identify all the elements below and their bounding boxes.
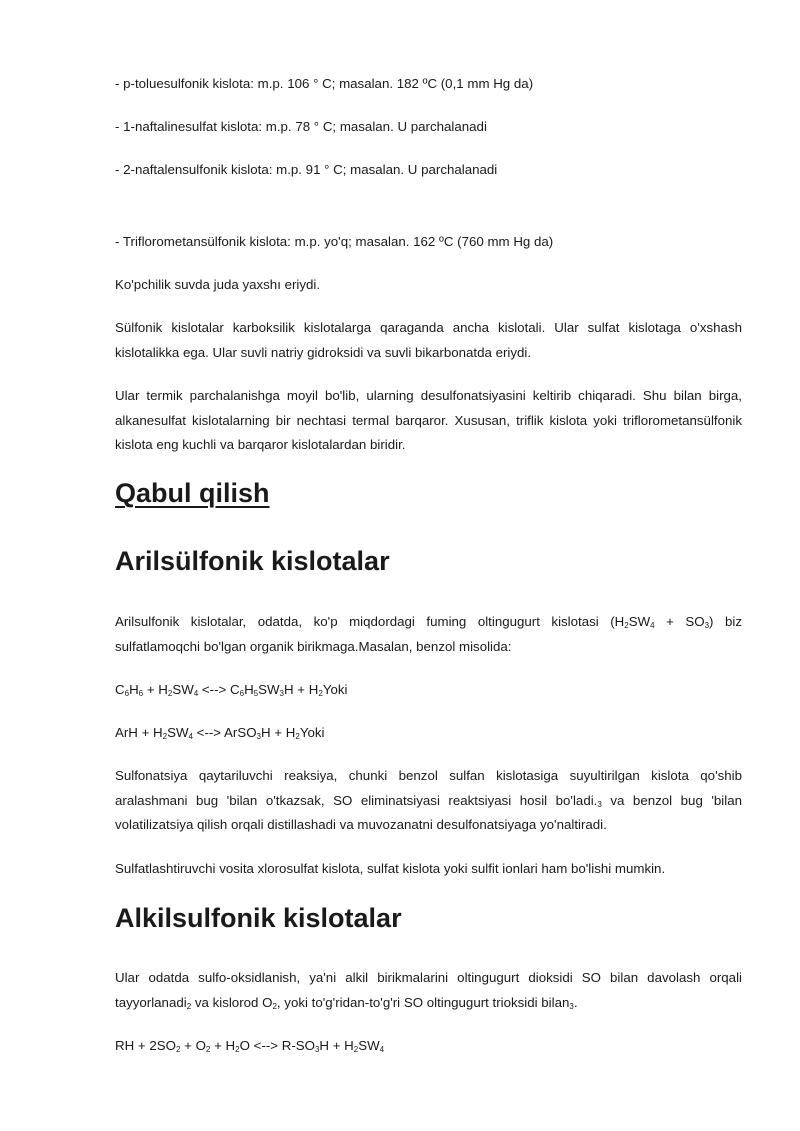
sulfonation-paragraph: Sulfonatsiya qaytariluvchi reaksiya, chunki benzol sulfan kislotasiga suyultirilgan kislota qo'shib aralashmani bug 'bilan o'tkazsak, SO eliminatsiyasi reaktsiyasi hosil $bo'ladi._3$ va benzol bug 'bilan volatilizatsiya qilish orqali distillashadi va muvozanatni desulfonatsiyaga yo'naltiradi.	[115, 768, 742, 832]
section-heading-alkyl: Alkilsulfonik kislotalar	[115, 903, 402, 933]
solubility-paragraph: Ko'pchilik suvda juda yaxshı eriydi.	[115, 277, 321, 292]
alkyl-intro-paragraph: Ular odatda sulfo-oksidlanish, ya'ni alkil birikmalarini oltingugurt dioksidi SO bilan davolash orqali tayyorlanadi$_2$ va kislorod $O_2$, yoki to'g'ridan-to'g'ri SO oltingugurt trioksidi bilan$_3$.	[115, 970, 742, 1011]
property-line: - Triflorometansülfonik kislota: m.p. yo'q; masalan. 162 ºC (760 mm Hg da)	[115, 234, 554, 249]
equation-benzene: $C_6H_6 + H_2SW_4$ <--> $C_6H_5SW_3H$ + $H_2Yoki$	[115, 682, 348, 698]
thermal-paragraph: Ular termik parchalanishga moyil bo'lib, ularning desulfonatsiyasini keltirib chiqaradi. Shu bilan birga, alkanesulfat kislotalarning bir nechtasi termal barqaror. Xususan, triflik kislota yoki triflorometansülfonik kislota eng kuchli va barqaror kislotalardan biridir.	[115, 388, 742, 452]
agents-paragraph: Sulfatlashtiruvchi vosita xlorosulfat kislota, sulfat kislota yoki sulfit ionlari ham bo'lishi mumkin.	[115, 861, 666, 876]
equation-alkane: RH + $2SO_2 + O_2 + H_2O$ <--> $R-SO_3H + H_2SW_4$	[115, 1038, 385, 1054]
property-line: - p-toluesulfonik kislota: m.p. 106 ° C; masalan. 182 ºC (0,1 mm Hg da)	[115, 76, 534, 91]
property-line: - 2-naftalensulfonik kislota: m.p. 91 ° C; masalan. U parchalanadi	[115, 162, 498, 177]
section-heading-aryl: Arilsülfonik kislotalar	[115, 546, 390, 576]
equation-arene: ArH + $H_2SW_4$ <--> ArSO$_3$H + $H_2Yoki$	[115, 725, 325, 741]
section-heading-qabul: Qabul qilish	[115, 478, 270, 508]
acidity-paragraph: Sülfonik kislotalar karboksilik kislotalarga qaraganda ancha kislotali. Ular sulfat kislotaga o'xshash kislotalikka ega. Ular suvli natriy gidroksidi va suvli bikarbonatda eriydi.	[115, 320, 742, 360]
aryl-intro-paragraph: Arilsulfonik kislotalar, odatda, ko'p miqdordagi fuming oltingugurt kislotasi $(H_2SW_4 + SO_3)$ biz sulfatlamoqchi bo'lgan organik birikmaga.Masalan, benzol misolida:	[115, 614, 742, 654]
property-line: - 1-naftalinesulfat kislota: m.p. 78 ° C; masalan. U parchalanadi	[115, 119, 487, 134]
